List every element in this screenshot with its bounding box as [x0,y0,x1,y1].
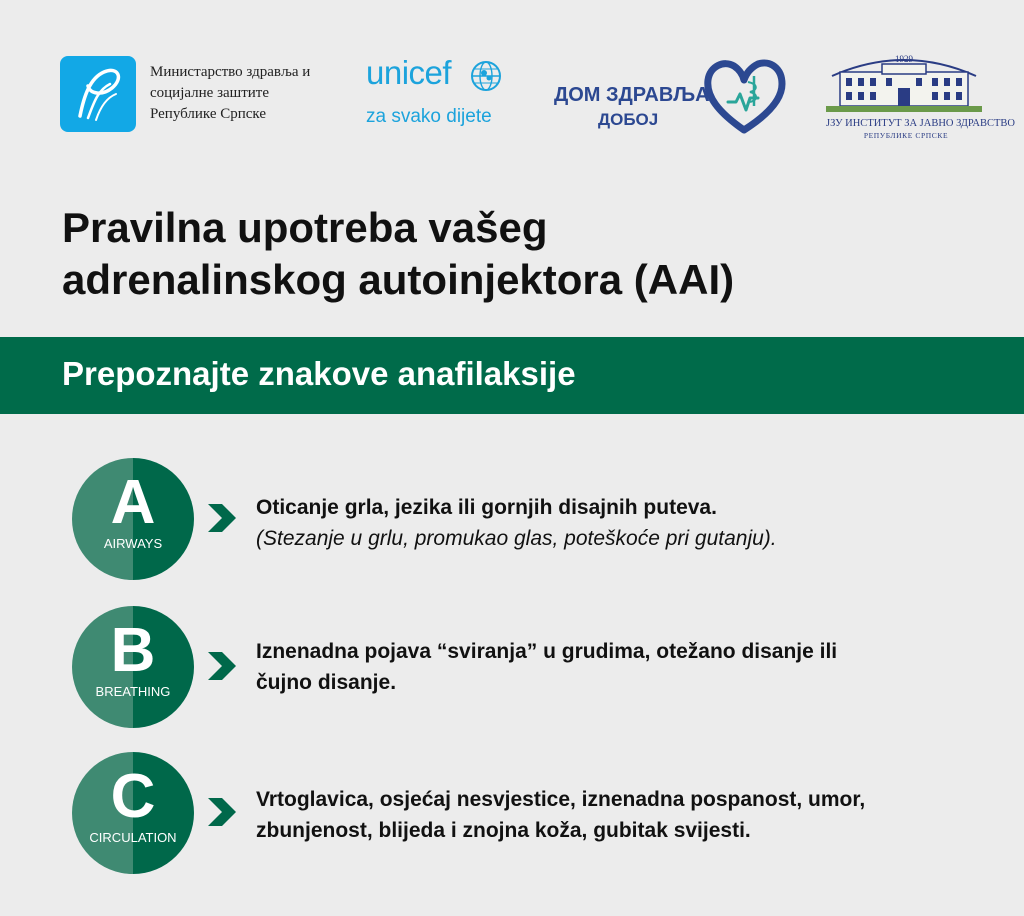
letter-badge [72,752,194,874]
sign-text: Vrtoglavica, osjećaj nesvjestice, iznenadna pospanost, umor, [256,788,866,811]
badge-word: AIRWAYS [103,536,163,551]
dom-zdravlja-city: ДОБОЈ [598,110,659,129]
sign-text: Iznenadna pojava “sviranja” u grudima, otežano disanje ili [256,640,838,663]
sign-text: čujno disanje. [256,671,397,694]
sign-item-airways [0,458,1024,588]
sign-description [256,492,976,554]
letter-badge [72,458,194,580]
institute-year: 1929 [895,54,913,64]
section-heading: Prepoznajte znakove anafilaksije [62,355,576,392]
page-title-line: Pravilna upotreba vašeg [62,204,548,251]
badge-letter: B [110,616,156,685]
sign-note: (Stezanje u grlu, promukao glas, poteškoće pri gutanju). [256,527,777,550]
sign-item-breathing [0,606,1024,736]
unicef-wordmark: unicef [366,54,452,91]
sign-item-circulation [0,752,1024,882]
unicef-tagline: za svako dijete [366,106,492,127]
unicef-globe-icon [468,58,504,94]
sign-description [256,636,976,698]
sign-description [256,784,976,846]
chevron-right-icon [200,792,240,832]
section-header-band [0,337,1024,414]
dom-zdravlja-name: ДОМ ЗДРАВЉА [554,84,710,106]
chevron-right-icon [200,498,240,538]
ministry-line: социјалне заштите [150,85,270,101]
ministry-swirl-logo-icon [60,56,136,132]
badge-letter: A [110,468,156,537]
sign-text: Oticanje grla, jezika ili gornjih disajnih puteva. [256,496,717,519]
institute-building-icon [826,50,982,114]
heart-caduceus-logo-icon [700,56,788,136]
badge-word: CIRCULATION [89,830,177,845]
letter-badge [72,606,194,728]
page-title-line: adrenalinskog autoinjektora (AAI) [62,256,735,303]
ministry-line: Републике Српске [150,106,266,122]
badge-word: BREATHING [95,684,171,699]
institute-region: РЕПУБЛИКЕ СРПСКЕ [863,131,949,140]
logo-bar [0,0,1024,150]
ministry-name [150,62,350,125]
badge-letter: C [110,762,156,831]
sign-text: zbunjenost, blijeda i znojna koža, gubitak svijesti. [256,819,751,842]
chevron-right-icon [200,646,240,686]
institute-name: ЈЗУ ИНСТИТУТ ЗА ЈАВНО ЗДРАВСТВО [826,118,1015,129]
ministry-line: Министарство здравља и [150,64,311,80]
page-title [62,202,982,306]
